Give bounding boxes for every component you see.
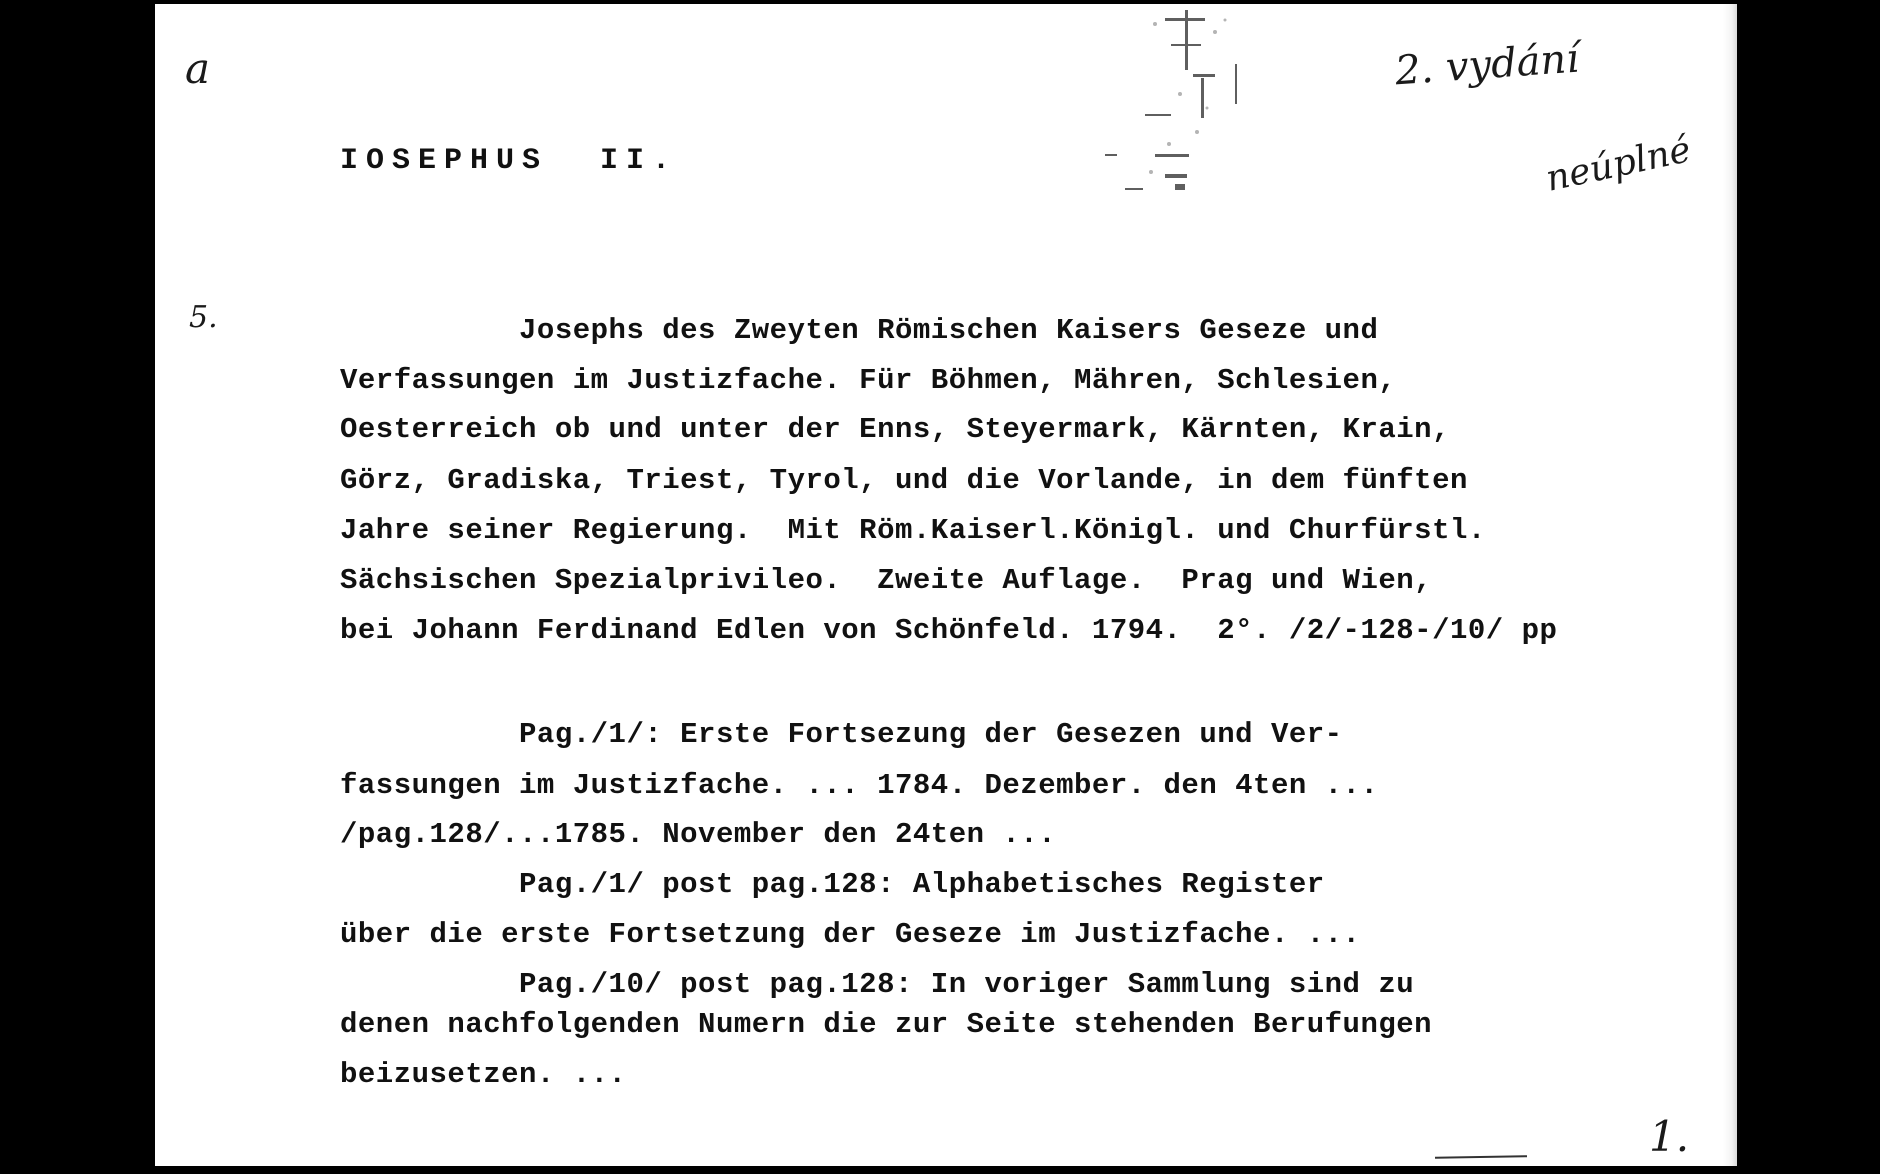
contents-line: /pag.128/...1785. November den 24ten ...: [340, 818, 1057, 851]
entry-line: Sächsischen Spezialprivileo. Zweite Auflage. Prag und Wien,: [340, 564, 1433, 597]
contents-line: Pag./10/ post pag.128: In voriger Sammlung sind zu: [340, 968, 1415, 1001]
margin-note-incomplete: neúplné: [1542, 129, 1695, 200]
smudge-stamp: [1085, 4, 1315, 214]
margin-note-top-left: a: [185, 44, 211, 93]
entry-line: Oesterreich ob und unter der Enns, Steyermark, Kärnten, Krain,: [340, 413, 1450, 446]
entry-line: Josephs des Zweyten Römischen Kaisers Geseze und: [340, 314, 1379, 347]
entry-line: bei Johann Ferdinand Edlen von Schönfeld. 1794. 2°. /2/-128-/10/ pp: [340, 614, 1558, 647]
entry-line: Görz, Gradiska, Triest, Tyrol, und die Vorlande, in dem fünften: [340, 464, 1468, 497]
contents-line: beizusetzen. ...: [340, 1058, 627, 1091]
contents-line: denen nachfolgenden Numern die zur Seite stehenden Berufungen: [340, 1008, 1433, 1041]
margin-note-edition: 2. vydání: [1393, 35, 1581, 95]
contents-line: Pag./1/: Erste Fortsezung der Gesezen und Ver-: [340, 718, 1343, 751]
contents-line: fassungen im Justizfache. ... 1784. Dezember. den 4ten ...: [340, 769, 1379, 802]
card-heading: IOSEPHUS II.: [340, 144, 679, 178]
contents-line: Pag./1/ post pag.128: Alphabetisches Register: [340, 868, 1325, 901]
card-edge-shadow: [1723, 4, 1737, 1166]
margin-note-number: 5.: [189, 300, 218, 335]
catalog-card: [155, 4, 1737, 1166]
entry-line: Verfassungen im Justizfache. Für Böhmen, Mähren, Schlesien,: [340, 364, 1397, 397]
entry-line: Jahre seiner Regierung. Mit Röm.Kaiserl.Königl. und Churfürstl.: [340, 514, 1486, 547]
contents-line: über die erste Fortsetzung der Geseze im Justizfache. ...: [340, 918, 1361, 951]
pencil-mark: [1435, 1155, 1527, 1159]
margin-note-card-number: 1.: [1649, 1112, 1690, 1161]
